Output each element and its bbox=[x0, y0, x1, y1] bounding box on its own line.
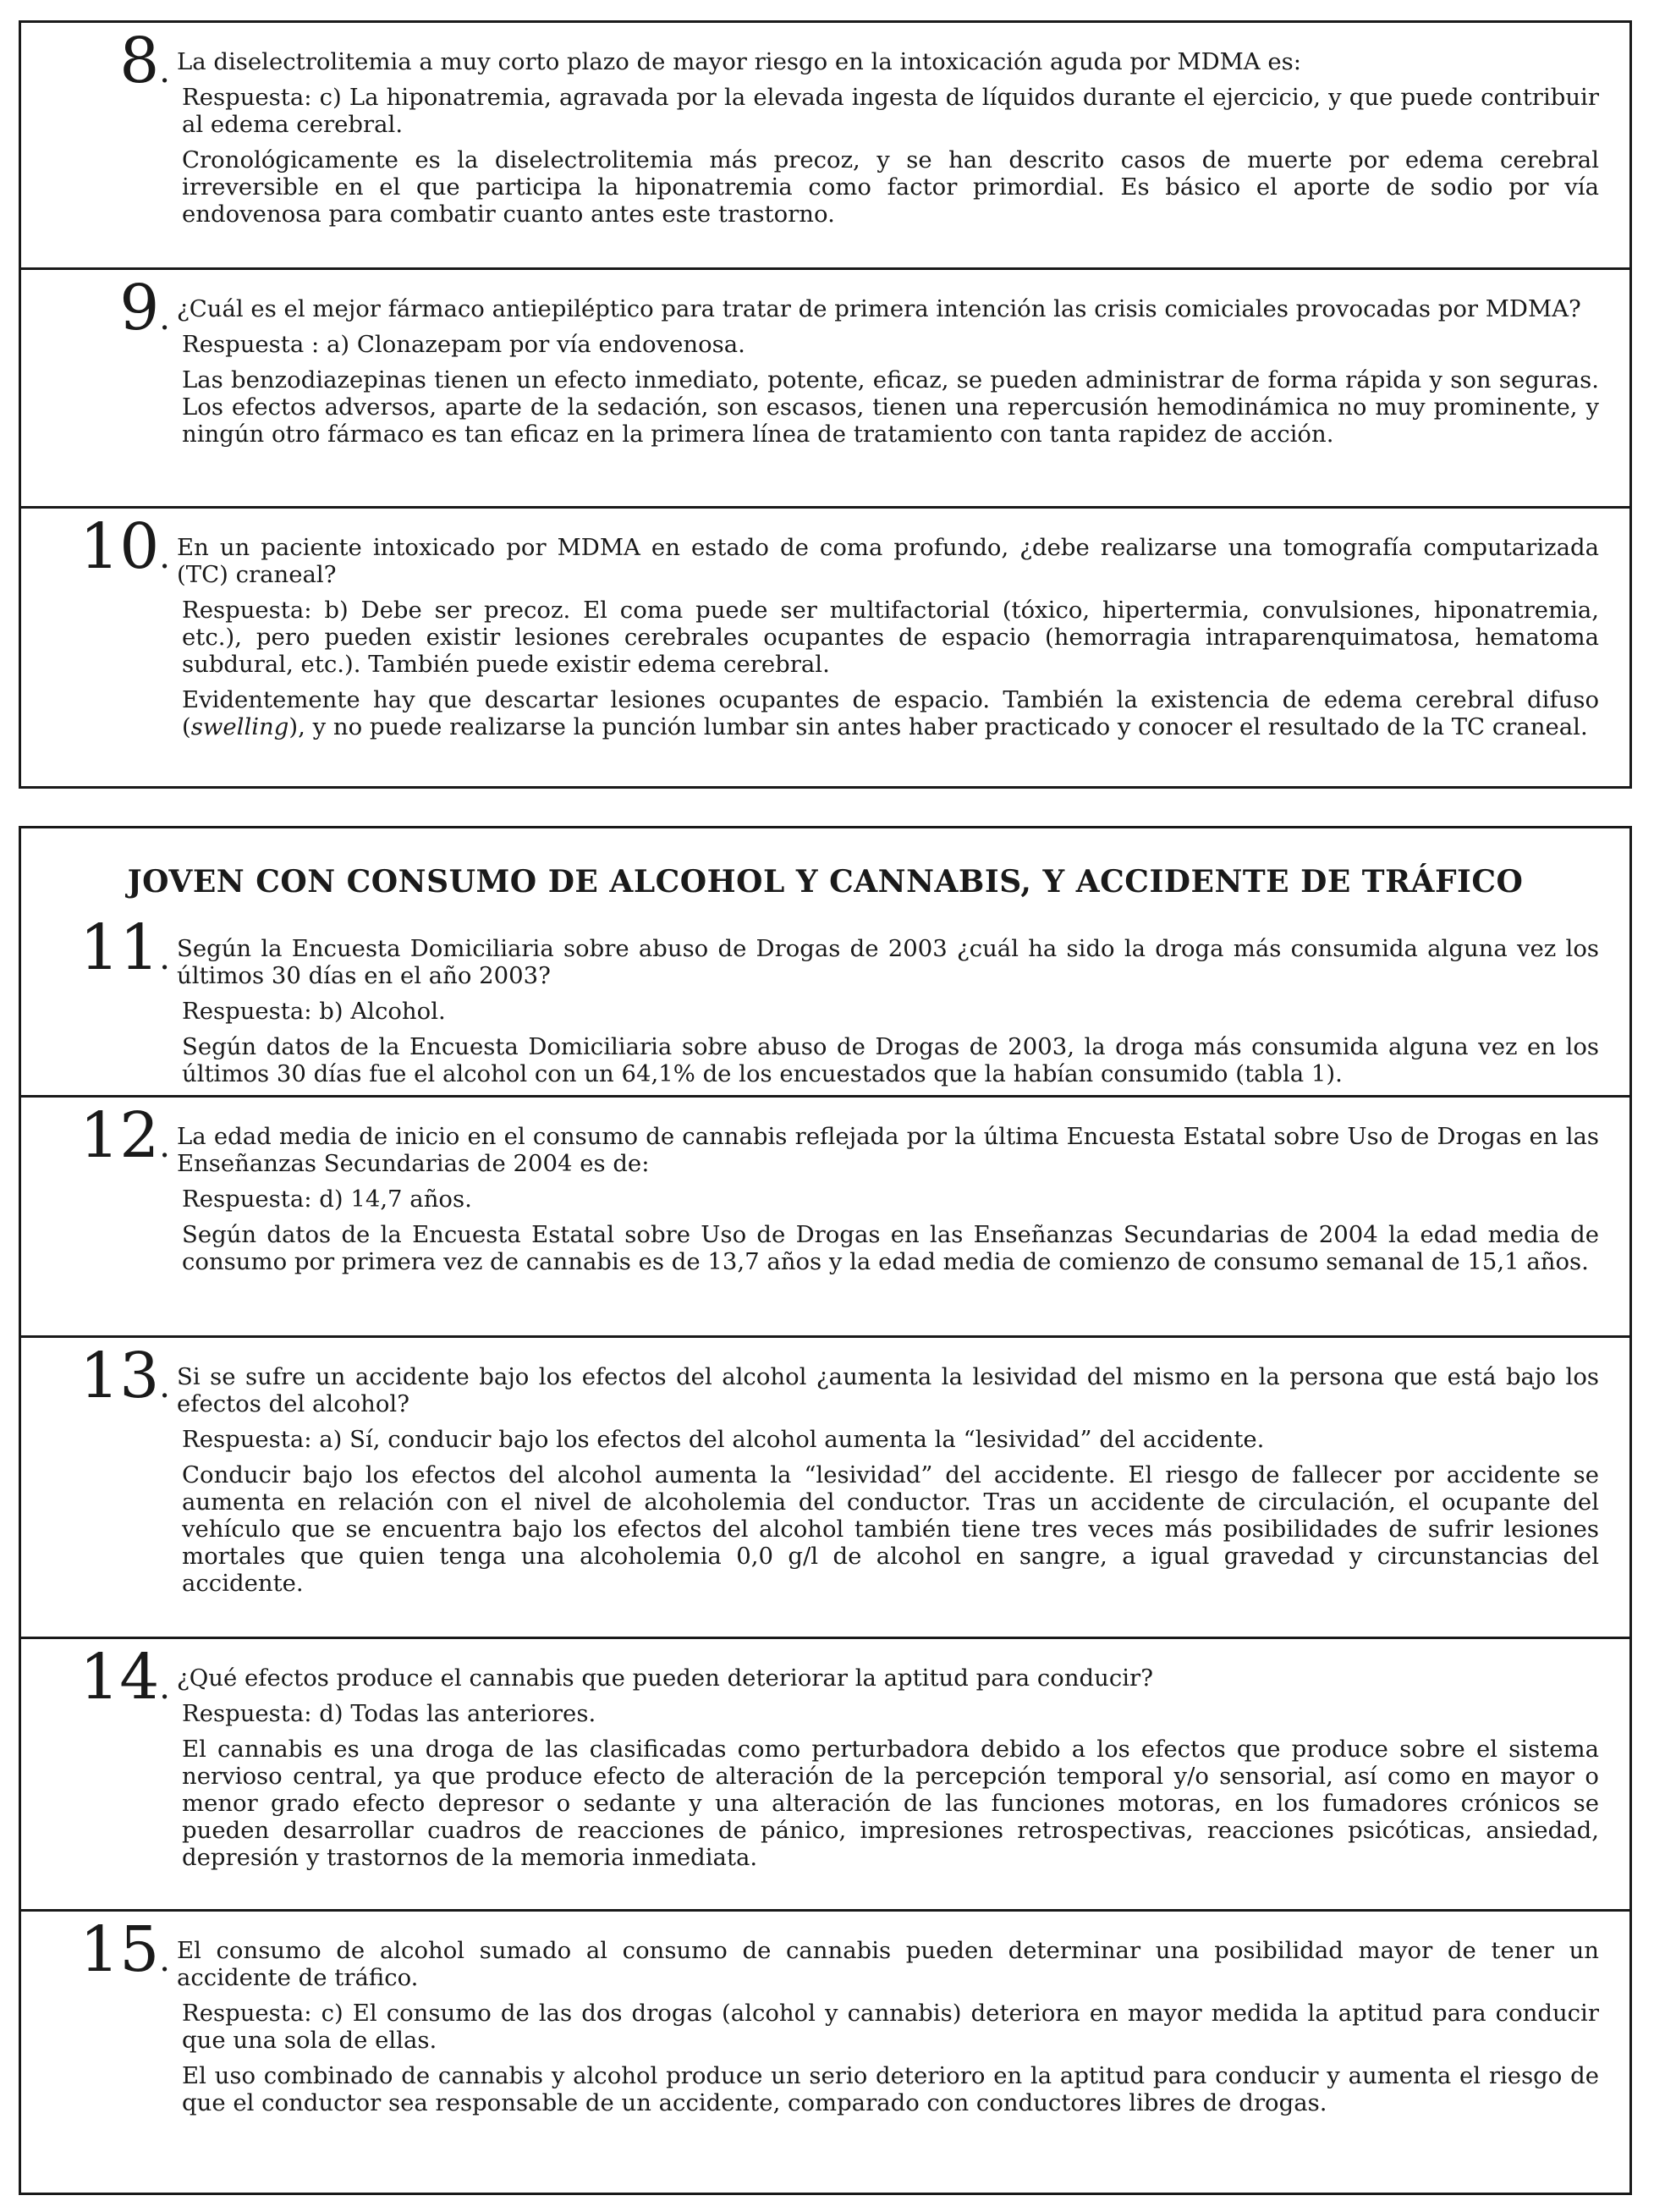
explanation-text: El uso combinado de cannabis y alcohol produce un serio deterioro en la aptitud para conducir y aumenta el riesgo de que el conductor sea responsable de un accidente, comparado con conductores libres de drogas. bbox=[182, 2062, 1599, 2116]
explanation-text: El cannabis es una droga de las clasificadas como perturbadora debido a los efectos que produce sobre el sistema nervioso central, ya que produce efecto de alteración de la percepción temporal y/o sensorial, así como en mayor o menor grado efecto depresor o sedante y una alteración de las funciones motoras, en los fumadores crónicos se pueden desarrollar cuadros de reacciones de pánico, impresiones retrospectivas, reacciones psicóticas, ansiedad, depresión y trastornos de la memoria inmediata. bbox=[182, 1736, 1599, 1871]
question-text: Si se sufre un accidente bajo los efectos del alcohol ¿aumenta la lesividad del mismo en la persona que está bajo los efectos del alcohol? bbox=[177, 1363, 1599, 1417]
answer-text: Respuesta: b) Debe ser precoz. El coma puede ser multifactorial (tóxico, hipertermia, convulsiones, hiponatremia, etc.), pero pueden existir lesiones cerebrales ocupantes de espacio (hemorragia intraparenquimatosa, hematoma subdural, etc.). También puede existir edema cerebral. bbox=[182, 597, 1599, 678]
explanation-text: Cronológicamente es la diselectrolitemia más precoz, y se han descrito casos de muerte por edema cerebral irreversible en el que participa la hiponatremia como factor primordial. Es básico el aporte de sodio por vía endovenosa para combatir cuanto antes este trastorno. bbox=[182, 146, 1599, 228]
explanation-text: Conducir bajo los efectos del alcohol aumenta la “lesividad” del accidente. El riesgo de fallecer por accidente se aumenta en relación con el nivel de alcoholemia del conductor. Tras un accidente de circulación, el ocupante del vehículo que se encuentra bajo los efectos del alcohol también tiene tres veces más posibilidades de sufrir lesiones mortales que quien tenga una alcoholemia 0,0 g/l de alcohol en sangre, a igual gravedad y circunstancias del accidente. bbox=[182, 1461, 1599, 1597]
explanation-text: Las benzodiazepinas tienen un efecto inmediato, potente, eficaz, se pueden administrar de forma rápida y son seguras. Los efectos adversos, aparte de la sedación, son escasos, tienen una repercusión hemodinámica no muy prominente, y ningún otro fármaco es tan eficaz en la primera línea de tratamiento con tanta rapidez de acción. bbox=[182, 366, 1599, 448]
explanation-text: Según datos de la Encuesta Estatal sobre Uso de Drogas en las Enseñanzas Secundarias de 2004 la edad media de consumo por primera vez de cannabis es de 13,7 años y la edad media de comienzo de consumo semanal de 15,1 años. bbox=[182, 1221, 1599, 1275]
question-text: ¿Cuál es el mejor fármaco antiepiléptico para tratar de primera intención las crisis comiciales provocadas por MDMA? bbox=[177, 295, 1581, 322]
answer-text: Respuesta: a) Sí, conducir bajo los efectos del alcohol aumenta la “lesividad” del accidente. bbox=[182, 1426, 1265, 1453]
question-9 bbox=[21, 270, 1629, 509]
question-11 bbox=[21, 910, 1629, 1098]
answer-text: Respuesta: d) Todas las anteriores. bbox=[182, 1700, 596, 1727]
question-number: 12. bbox=[80, 1099, 170, 1172]
questions-box-alcohol-cannabis bbox=[19, 826, 1632, 2195]
answer-text: Respuesta: d) 14,7 años. bbox=[182, 1186, 472, 1213]
question-number: 9. bbox=[119, 272, 170, 344]
section-title: JOVEN CON CONSUMO DE ALCOHOL Y CANNABIS, Y ACCIDENTE DE TRÁFICO bbox=[127, 864, 1524, 900]
question-12 bbox=[21, 1098, 1629, 1338]
question-number: 11. bbox=[80, 911, 170, 984]
question-10 bbox=[21, 509, 1629, 786]
question-text: ¿Qué efectos produce el cannabis que pueden deteriorar la aptitud para conducir? bbox=[177, 1665, 1153, 1692]
question-number: 15. bbox=[80, 1913, 170, 1986]
question-text: En un paciente intoxicado por MDMA en estado de coma profundo, ¿debe realizarse una tomografía computarizada (TC) craneal? bbox=[177, 534, 1599, 588]
question-text: La diselectrolitemia a muy corto plazo de mayor riesgo en la intoxicación aguda por MDMA es: bbox=[177, 48, 1302, 75]
question-number: 10. bbox=[80, 510, 170, 583]
explanation-text: Según datos de la Encuesta Domiciliaria sobre abuso de Drogas de 2003, la droga más consumida alguna vez en los últimos 30 días fue el alcohol con un 64,1% de los encuestados que la habían consumido (tabla 1). bbox=[182, 1033, 1599, 1087]
question-number: 14. bbox=[80, 1641, 170, 1714]
question-14 bbox=[21, 1639, 1629, 1912]
question-number: 8. bbox=[119, 25, 170, 97]
question-text: Según la Encuesta Domiciliaria sobre abuso de Drogas de 2003 ¿cuál ha sido la droga más consumida alguna vez los últimos 30 días en el año 2003? bbox=[177, 935, 1599, 989]
answer-text: Respuesta: c) La hiponatremia, agravada por la elevada ingesta de líquidos durante el ejercicio, y que puede contribuir al edema cerebral. bbox=[182, 84, 1599, 138]
question-text: El consumo de alcohol sumado al consumo de cannabis pueden determinar una posibilidad mayor de tener un accidente de tráfico. bbox=[177, 1937, 1599, 1991]
question-number: 13. bbox=[80, 1340, 170, 1412]
questions-box-mdma bbox=[19, 20, 1632, 789]
answer-text: Respuesta : a) Clonazepam por vía endovenosa. bbox=[182, 331, 745, 358]
question-13 bbox=[21, 1338, 1629, 1639]
question-text: La edad media de inicio en el consumo de cannabis reflejada por la última Encuesta Estatal sobre Uso de Drogas en las Enseñanzas Secundarias de 2004 es de: bbox=[177, 1123, 1599, 1177]
answer-text: Respuesta: b) Alcohol. bbox=[182, 998, 446, 1025]
question-8 bbox=[21, 23, 1629, 270]
question-15 bbox=[21, 1912, 1629, 2182]
italic-term: swelling bbox=[190, 713, 289, 740]
explanation-text: Evidentemente hay que descartar lesiones ocupantes de espacio. También la existencia de edema cerebral difuso (swelling), y no puede realizarse la punción lumbar sin antes haber practicado y conocer el resultado de la TC craneal. bbox=[182, 686, 1599, 740]
answer-text: Respuesta: c) El consumo de las dos drogas (alcohol y cannabis) deteriora en mayor medida la aptitud para conducir que una sola de ellas. bbox=[182, 2000, 1599, 2054]
